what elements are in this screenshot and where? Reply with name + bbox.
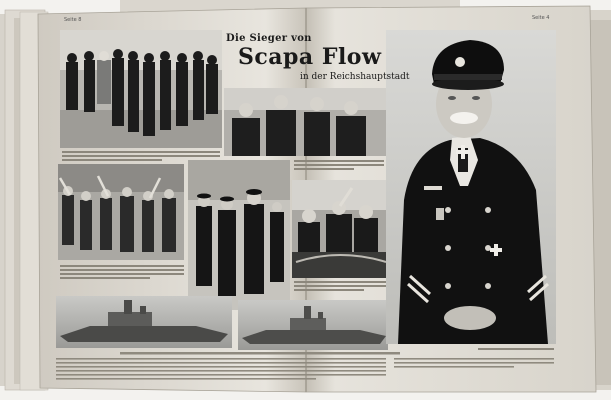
headline-kicker: Die Sieger von: [226, 33, 312, 44]
right-page-folio: Seite 4: [532, 15, 550, 21]
photo-battleship-left: [56, 296, 232, 348]
photo-officers-car: [292, 180, 388, 278]
photo-meeting: [224, 88, 386, 156]
left-page-folio: Seite 8: [64, 17, 82, 23]
photo-battleship-right: [238, 300, 388, 350]
photo-crowd: [58, 164, 184, 260]
headline-title: Scapa Flow: [238, 44, 382, 70]
headline-subline: in der Reichshauptstadt: [300, 72, 410, 82]
photo-portrait-commander: [386, 30, 556, 344]
portrait-caption: [478, 348, 554, 350]
photo-officers-group: [60, 30, 222, 148]
photo-officers-walking: [188, 160, 290, 310]
